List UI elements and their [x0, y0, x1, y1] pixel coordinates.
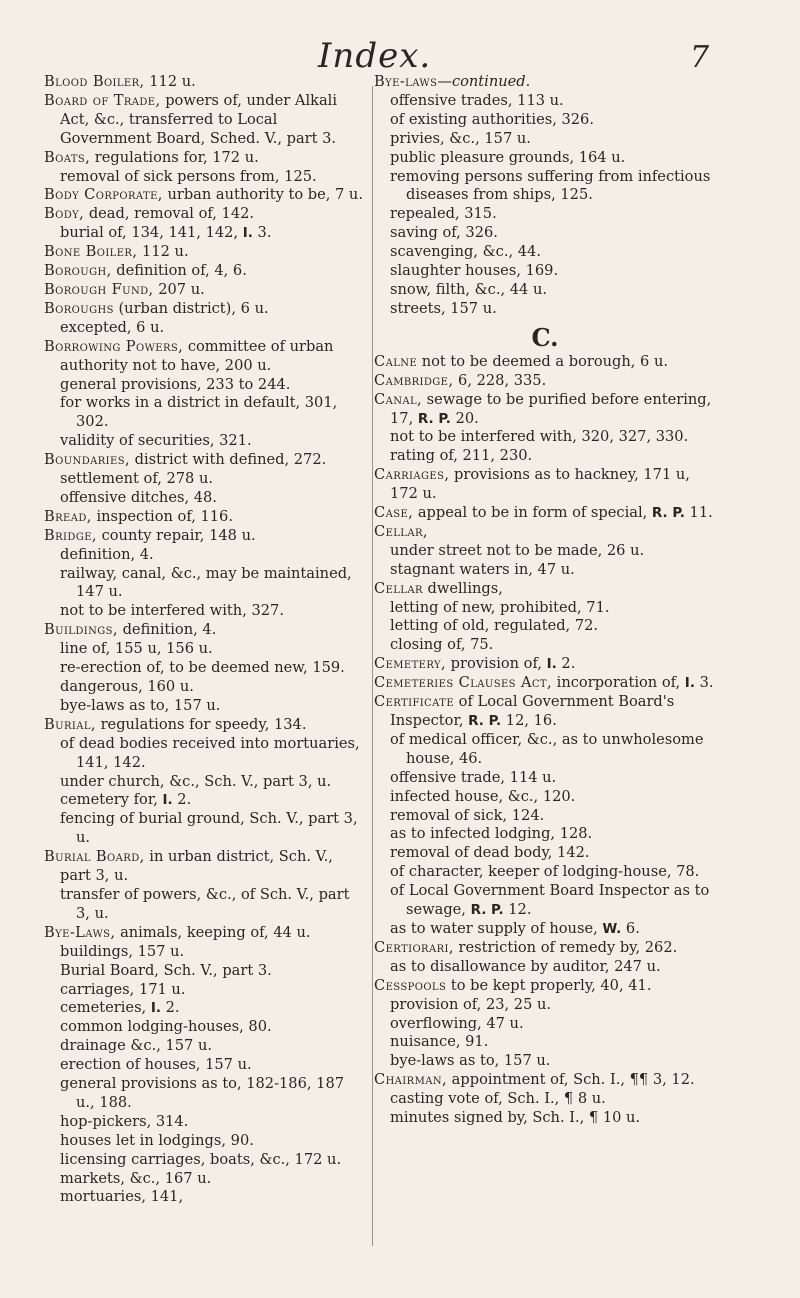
running-title: Index. — [318, 36, 432, 76]
index-entry — [44, 621, 366, 640]
entry-detail: committee of urban authority not to have, 200 u. — [60, 337, 334, 374]
section-reference: W. — [602, 920, 622, 937]
index-subentry: bye-laws as to, 157 u. — [60, 696, 221, 714]
index-subentry: rating of, 211, 230. — [390, 447, 533, 465]
entry-detail: 112 u. — [144, 73, 196, 90]
section-reference: I. — [150, 1000, 161, 1017]
index-subentry: removal of sick, 124. — [390, 806, 545, 824]
entry-detail: powers of, under Alkali Act, &c., transferred to Local Government Board, Sched. V., part 3. — [60, 91, 337, 147]
entry-heading: Bread, — [44, 507, 92, 525]
index-column-left — [44, 73, 366, 1207]
index-subentry: casting vote of, Sch. I., ¶ 8 u. — [390, 1090, 606, 1108]
index-subentry: line of, 155 u, 156 u. — [60, 640, 213, 658]
index-subentry: saving of, 326. — [390, 224, 498, 242]
index-subentry: railway, canal, &c., may be maintained, 147 u. — [60, 564, 352, 601]
index-entry — [44, 527, 366, 546]
index-entry — [374, 523, 716, 542]
entry-heading: Bye-laws — [374, 73, 438, 90]
index-subentry: closing of, 75. — [390, 636, 494, 654]
index-subentry: removal of dead body, 142. — [390, 844, 590, 862]
index-subentry: buildings, 157 u. — [60, 942, 185, 960]
entry-detail: urban authority to be, 7 u. — [162, 186, 363, 204]
index-subentry: erection of houses, 157 u. — [60, 1056, 252, 1074]
index-subentry: offensive ditches, 48. — [60, 488, 217, 506]
index-entry — [44, 848, 366, 886]
index-entry — [44, 73, 366, 92]
index-entry — [44, 205, 366, 224]
entry-heading: Burial, — [44, 715, 96, 733]
entry-heading: Cambridge, — [374, 371, 454, 389]
index-subentry: Burial Board, Sch. V., part 3. — [60, 961, 272, 979]
entry-heading: Bridge, — [44, 526, 97, 544]
index-subentry: for works in a district in default, 301, 302. — [60, 394, 338, 431]
index-subentry: of Local Government Board Inspector as to sewage, R. P. 12. — [390, 882, 710, 919]
entry-detail: regulations for speedy, 134. — [95, 715, 307, 733]
entry-detail: definition, 4. — [117, 621, 217, 639]
entry-heading: Cesspools — [374, 976, 447, 994]
entry-heading: Burial Board, — [44, 848, 145, 866]
index-subentry: of medical officer, &c., as to unwholesome house, 46. — [390, 730, 704, 767]
index-subentry: as to disallowance by auditor, 247 u. — [390, 957, 661, 975]
index-subentry: re-erection of, to be deemed new, 159. — [60, 659, 345, 677]
entry-heading: Cemeteries Clauses Act, — [374, 674, 553, 692]
index-subentry: as to infected lodging, 128. — [390, 825, 593, 843]
index-subentry: infected house, &c., 120. — [390, 787, 576, 805]
section-reference: I. — [684, 675, 695, 692]
index-subentry: dangerous, 160 u. — [60, 678, 194, 695]
entry-detail: appeal to be in form of special, R. P. 11. — [413, 504, 713, 522]
entry-detail: inspection of, 116. — [91, 507, 233, 525]
index-subentry: validity of securities, 321. — [60, 432, 252, 450]
index-subentry: cemetery for, I. 2. — [60, 791, 192, 809]
entry-detail: (urban district), 6 u. — [113, 299, 269, 317]
entry-heading: Certificate — [374, 693, 455, 711]
index-entry — [374, 391, 716, 429]
index-entry — [44, 508, 366, 527]
index-subentry: offensive trade, 114 u. — [390, 768, 557, 786]
index-entry — [44, 149, 366, 168]
index-subentry: nuisance, 91. — [390, 1033, 489, 1051]
index-subentry: privies, &c., 157 u. — [390, 129, 531, 147]
index-subentry: definition, 4. — [60, 545, 154, 563]
index-subentry: provision of, 23, 25 u. — [390, 995, 552, 1013]
index-subentry: not to be interfered with, 320, 327, 330. — [390, 428, 689, 446]
index-subentry: stagnant waters in, 47 u. — [390, 560, 575, 578]
section-reference: R. P. — [470, 902, 504, 919]
index-subentry: markets, &c., 167 u. — [60, 1169, 212, 1187]
index-subentry: general provisions, 233 to 244. — [60, 375, 291, 393]
index-entry — [44, 451, 366, 470]
index-entry — [44, 924, 366, 943]
entry-heading: Boats, — [44, 148, 91, 166]
entry-heading: Boundaries, — [44, 451, 131, 469]
entry-detail: incorporation of, I. 3. — [552, 674, 714, 692]
entry-heading: Blood Boiler, — [44, 73, 145, 90]
index-subentry: excepted, 6 u. — [60, 318, 165, 336]
index-subentry: transfer of powers, &c., of Sch. V., part 3, u. — [60, 885, 350, 922]
entry-detail: in urban district, Sch. V., part 3, u. — [60, 848, 333, 885]
index-subentry: hop-pickers, 314. — [60, 1112, 189, 1130]
entry-detail: 207 u. — [153, 280, 205, 298]
entry-heading: Cemetery, — [374, 655, 447, 673]
entry-heading: Bone Boiler, — [44, 243, 138, 261]
index-subentry: repealed, 315. — [390, 205, 497, 223]
entry-heading: Carriages, — [374, 466, 450, 484]
index-subentry: offensive trades, 113 u. — [390, 91, 564, 109]
index-subentry: cemeteries, I. 2. — [60, 999, 180, 1017]
entry-heading: Boroughs — [44, 299, 114, 317]
entry-detail: provision of, I. 2. — [446, 655, 576, 673]
index-entry — [44, 281, 366, 300]
index-subentry: slaughter houses, 169. — [390, 262, 559, 280]
entry-detail: provisions as to hackney, 171 u, 172 u. — [390, 466, 690, 503]
index-subentry: as to water supply of house, W. 6. — [390, 919, 640, 937]
index-subentry: fencing of burial ground, Sch. V., part 3, u. — [60, 810, 358, 847]
index-subentry: under street not to be made, 26 u. — [390, 541, 645, 559]
index-entry — [44, 300, 366, 319]
index-entry — [44, 243, 366, 262]
index-entry — [44, 716, 366, 735]
entry-heading: Borough, — [44, 262, 112, 280]
entry-detail: —continued. — [437, 73, 531, 90]
index-subentry: minutes signed by, Sch. I., ¶ 10 u. — [390, 1109, 641, 1127]
index-subentry: removal of sick persons from, 125. — [60, 167, 317, 185]
entry-detail: appointment of, Sch. I., ¶¶ 3, 12. — [447, 1071, 695, 1089]
index-column-right — [374, 73, 716, 1128]
index-entry — [374, 466, 716, 504]
index-entry — [44, 186, 366, 205]
index-subentry: drainage &c., 157 u. — [60, 1037, 213, 1055]
section-reference: R. P. — [417, 410, 451, 427]
index-subentry: of existing authorities, 326. — [390, 110, 594, 128]
entry-detail: sewage to be purified before entering, 17, R. P. 20. — [390, 390, 712, 427]
index-subentry: of character, keeper of lodging-house, 78. — [390, 863, 700, 881]
entry-heading: Certiorari, — [374, 938, 454, 956]
index-entry — [374, 504, 716, 523]
index-subentry: houses let in lodgings, 90. — [60, 1131, 254, 1149]
index-entry — [44, 92, 366, 149]
entry-heading: Buildings, — [44, 621, 118, 639]
section-reference: R. P. — [468, 713, 502, 729]
entry-detail: of Local Government Board's Inspector, R. P. 12, 16. — [390, 693, 675, 729]
entry-heading: Bye-Laws, — [44, 923, 116, 941]
index-subentry: burial of, 134, 141, 142, I. 3. — [60, 224, 272, 242]
section-reference: I. — [546, 656, 557, 673]
index-subentry: public pleasure grounds, 164 u. — [390, 148, 626, 166]
entry-detail: definition of, 4, 6. — [111, 262, 247, 280]
entry-detail: restriction of remedy by, 262. — [453, 938, 678, 956]
index-subentry: letting of new, prohibited, 71. — [390, 598, 610, 616]
entry-detail: district with defined, 272. — [130, 451, 327, 469]
index-subentry: settlement of, 278 u. — [60, 470, 214, 488]
entry-heading: Canal, — [374, 390, 423, 408]
index-subentry: letting of old, regulated, 72. — [390, 617, 599, 635]
page-header — [0, 28, 800, 78]
index-entry — [374, 580, 716, 599]
index-subentry: scavenging, &c., 44. — [390, 243, 541, 261]
section-reference: I. — [242, 225, 253, 242]
entry-heading: Borough Fund, — [44, 280, 154, 298]
section-reference: R. P. — [651, 505, 685, 522]
index-subentry: under church, &c., Sch. V., part 3, u. — [60, 772, 332, 790]
index-subentry: not to be interfered with, 327. — [60, 602, 284, 620]
entry-detail: county repair, 148 u. — [96, 526, 256, 544]
entry-heading: Cellar — [374, 579, 423, 597]
entry-detail: 112 u. — [137, 243, 189, 261]
entry-heading: Board of Trade, — [44, 91, 161, 109]
index-subentry: licensing carriages, boats, &c., 172 u. — [60, 1150, 342, 1168]
entry-detail: animals, keeping of, 44 u. — [115, 923, 311, 941]
index-subentry: common lodging-houses, 80. — [60, 1018, 272, 1036]
entry-detail: not to be deemed a borough, 6 u. — [417, 352, 669, 370]
index-subentry: of dead bodies received into mortuaries, 141, 142. — [60, 734, 360, 771]
index-entry — [374, 372, 716, 391]
section-reference: I. — [162, 792, 173, 809]
index-entry — [44, 338, 366, 376]
index-subentry: general provisions as to, 182-186, 187 u., 188. — [60, 1075, 345, 1111]
index-entry — [374, 655, 716, 674]
entry-heading: Chairman, — [374, 1071, 448, 1089]
index-entry — [374, 693, 716, 731]
index-entry — [374, 939, 716, 958]
entry-heading: Borrowing Powers, — [44, 337, 184, 355]
entry-detail: dead, removal of, 142. — [84, 205, 255, 223]
index-entry — [374, 73, 716, 92]
entry-detail: to be kept properly, 40, 41. — [446, 976, 652, 994]
index-entry — [374, 674, 716, 693]
entry-heading: Body, — [44, 205, 85, 223]
index-subentry: carriages, 171 u. — [60, 980, 186, 998]
entry-heading: Calne — [374, 352, 418, 370]
index-subentry: bye-laws as to, 157 u. — [390, 1052, 551, 1070]
entry-heading: Cellar, — [374, 522, 428, 540]
index-subentry: removing persons suffering from infectious diseases from ships, 125. — [390, 167, 711, 204]
entry-detail: regulations for, 172 u. — [90, 148, 259, 166]
entry-heading: Body Corporate, — [44, 186, 163, 204]
index-subentry: mortuaries, 141, — [60, 1188, 184, 1206]
entry-detail: dwellings, — [422, 579, 503, 597]
index-subentry: snow, filth, &c., 44 u. — [390, 280, 547, 298]
index-subentry: overflowing, 47 u. — [390, 1014, 524, 1032]
index-entry — [374, 353, 716, 372]
index-entry — [374, 977, 716, 996]
column-divider — [372, 86, 373, 1246]
index-entry — [374, 1071, 716, 1090]
page-number: 7 — [690, 40, 710, 75]
entry-heading: Case, — [374, 504, 414, 522]
index-entry — [44, 262, 366, 281]
index-subentry: streets, 157 u. — [390, 299, 497, 317]
entry-detail: 6, 228, 335. — [453, 371, 547, 389]
section-letter: C. — [531, 322, 559, 352]
